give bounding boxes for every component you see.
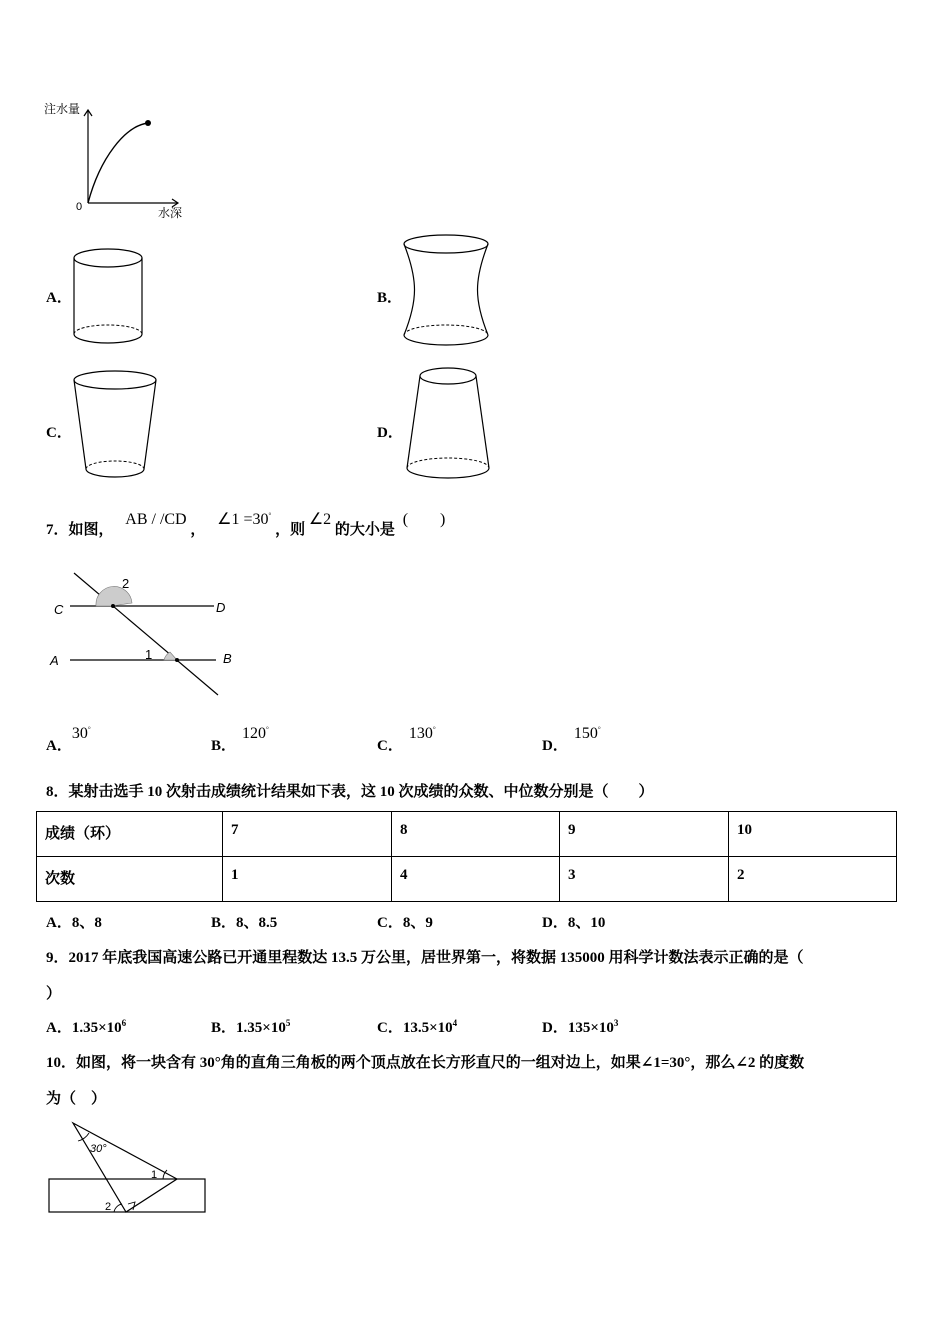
q9-option-b-label: B． [211,1020,237,1036]
q7-option-c-number: 130 [408,725,433,742]
q7-then: ，则 [275,522,306,538]
q7-option-c [377,722,436,754]
q9-option-c-exp: 4 [452,1018,458,1028]
q7-option-d-number: 150 [573,725,598,742]
q9-option-a [46,1016,126,1037]
table-cell: 次数 [37,857,223,902]
table-row [37,857,897,902]
question-7 [46,506,446,538]
water-depth-graph [40,98,200,223]
q9-option-b-base: 1.35×10 [236,1020,286,1036]
label-A: A [50,653,59,668]
table-cell: 1 [223,857,392,902]
q6-option-d-label: D． [377,425,403,441]
q9-option-d-exp: 3 [613,1018,619,1028]
table-cell: 成绩（环） [37,812,223,857]
y-axis-label: 注水量 [44,102,81,116]
angle-30-label: 30° [90,1143,107,1155]
question-8: 8．某射击选手 10 次射击成绩统计结果如下表，这 10 次成绩的众数、中位数分别是（ ） [46,784,654,800]
q7-option-b [211,722,269,754]
angle-2-label: 2 [122,576,130,591]
q7-option-a-value: 30° [71,725,91,742]
cup-wide-top-figure [70,366,162,484]
q7-option-d-label: D． [542,738,568,754]
question-9-line1: 9．2017 年底我国高速公路已开通里程数达 13.5 万公里，居世界第一，将数据 135000 用科学计数法表示正确的是（ [46,950,804,966]
q9-option-a-base: 1.35×10 [71,1020,122,1036]
origin-label: 0 [76,201,83,213]
q8-option-d [542,911,605,932]
table-cell: 8 [392,812,560,857]
angle-1-label: 1 [151,1169,158,1181]
q7-angle1-condition: ∠1 =30° [217,511,272,528]
q8-option-a-value: 8、8 [71,915,102,931]
q7-option-a-number: 30 [71,725,88,742]
q9-option-a-label: A． [46,1020,72,1036]
q9-option-a-exp: 6 [121,1018,127,1028]
q6-option-c-label: C． [46,425,72,441]
label-B: B [223,651,232,666]
label-C: C [54,602,64,617]
waisted-vessel-figure [400,230,495,350]
q7-option-a [46,722,91,754]
q9-option-c [377,1016,457,1037]
q8-option-a [46,911,102,932]
q9-option-d [542,1016,618,1037]
table-row [37,812,897,857]
q9-option-b [211,1016,290,1037]
triangle-ruler-figure [44,1118,214,1218]
cylinder-figure [70,242,150,350]
q7-option-a-label: A． [46,738,72,754]
q6-option-b-label: B． [377,290,403,306]
q7-prefix: 7．如图， [46,522,114,538]
q7-angle2: ∠2 [308,511,332,528]
q7-option-b-label: B． [211,738,237,754]
q7-option-b-number: 120 [242,725,267,742]
table-cell: 3 [560,857,729,902]
q8-option-b-label: B． [211,915,237,931]
table-cell: 9 [560,812,729,857]
q7-answer-paren: ( ) [402,511,446,528]
q7-angle1-text: ∠1 =30 [217,511,269,528]
table-cell: 10 [729,812,897,857]
q9-option-c-label: C． [377,1020,403,1036]
table-cell: 4 [392,857,560,902]
q8-option-b [211,911,277,932]
q7-parallel-condition: AB / /CD [125,511,187,528]
table-cell: 2 [729,857,897,902]
question-9-line2: ） [46,986,62,1002]
cup-wide-bottom-figure [402,364,497,486]
table-cell: 7 [223,812,392,857]
q8-option-c [377,911,433,932]
question-10-line1: 10．如图，将一块含有 30°角的直角三角板的两个顶点放在长方形直尺的一组对边上，如果∠1=30°，那么∠2 的度数 [46,1055,805,1071]
q8-option-b-value: 8、8.5 [236,915,278,931]
q7-option-d-value: 150° [573,725,601,742]
q9-option-b-exp: 5 [285,1018,291,1028]
q6-option-a-label: A． [46,290,72,306]
q8-option-c-label: C． [377,915,403,931]
question-10-line2: 为（ ） [46,1091,107,1107]
angle-1-label: 1 [145,647,153,662]
q8-option-a-label: A． [46,915,72,931]
score-table [36,811,897,902]
q7-option-c-label: C． [377,738,403,754]
q7-option-c-value: 130° [408,725,436,742]
q9-option-c-base: 13.5×10 [402,1020,453,1036]
q7-suffix: 的大小是 [334,522,395,538]
q7-separator: ， [190,522,206,538]
q8-option-c-value: 8、9 [402,915,433,931]
x-axis-label: 水深 [158,206,183,220]
angle-2-label: 2 [105,1201,112,1213]
label-D: D [216,600,226,615]
q9-option-d-base: 135×10 [567,1020,614,1036]
parallel-lines-figure [44,566,244,701]
q9-option-d-label: D． [542,1020,568,1036]
q7-option-d [542,722,601,754]
q8-option-d-label: D． [542,915,568,931]
q8-option-d-value: 8、10 [567,915,606,931]
q7-option-b-value: 120° [242,725,269,742]
